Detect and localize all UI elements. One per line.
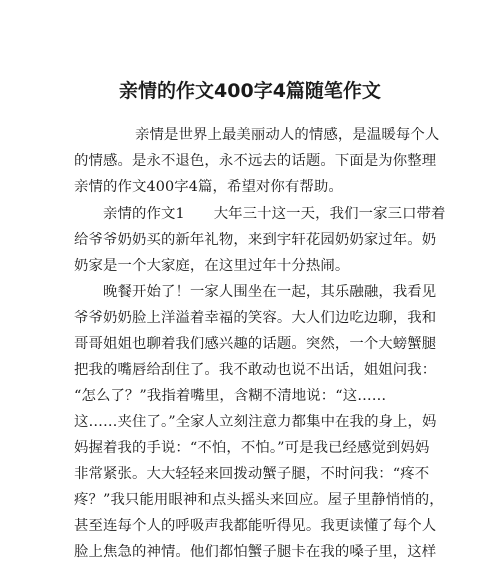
paragraph-line: 亲情是世界上最美丽动人的情感，是温暖每个人	[135, 127, 440, 143]
paragraph-line: 脸上焦急的神情。他们都怕蟹子腿卡在我的嗓子里，这样	[74, 544, 437, 560]
paragraph-line: “怎么了？”我指着嘴里，含糊不清地说：“这……	[74, 388, 387, 404]
paragraph-line: 奶家是一个大家庭，在这里过年十分热闹。	[74, 258, 350, 274]
paragraph-line: 亲情的作文1 大年三十这一天，我们一家三口带着	[103, 206, 446, 222]
paragraph-line: 爷爷奶奶脸上洋溢着幸福的笑容。大人们边吃边聊，我和	[74, 310, 437, 326]
paragraph-line: 把我的嘴唇给刮住了。我不敢动也说不出话，姐姐问我：	[74, 362, 437, 378]
paragraph-line: 妈握着我的手说：“不怕，不怕。”可是我已经感觉到妈妈	[74, 440, 430, 456]
paragraph-line: 给爷爷奶奶买的新年礼物，来到宇轩花园奶奶家过年。奶	[74, 232, 437, 248]
paragraph-line: 亲情的作文400字4篇，希望对你有帮助。	[74, 179, 343, 195]
document-title: 亲情的作文400字4篇随笔作文	[119, 80, 381, 102]
paragraph-line: 这……夹住了。”全家人立刻注意力都集中在我的身上，妈	[74, 414, 437, 430]
paragraph-line: 非常紧张。大大轻轻来回拨动蟹子腿，不时问我：“疼不	[74, 466, 430, 482]
paragraph-line: 的情感。是永不退色，永不远去的话题。下面是为你整理	[74, 153, 437, 169]
paragraph-line: 哥哥姐姐也聊着我们感兴趣的话题。突然，一个大螃蟹腿	[74, 336, 437, 352]
paragraph-line: 甚至连每个人的呼吸声我都能听得见。我更读懂了每个人	[74, 518, 437, 534]
paragraph-line: 疼？”我只能用眼神和点头摇头来回应。屋子里静悄悄的，	[74, 492, 444, 508]
paragraph-line: 晚餐开始了！一家人围坐在一起，其乐融融，我看见	[103, 284, 437, 300]
